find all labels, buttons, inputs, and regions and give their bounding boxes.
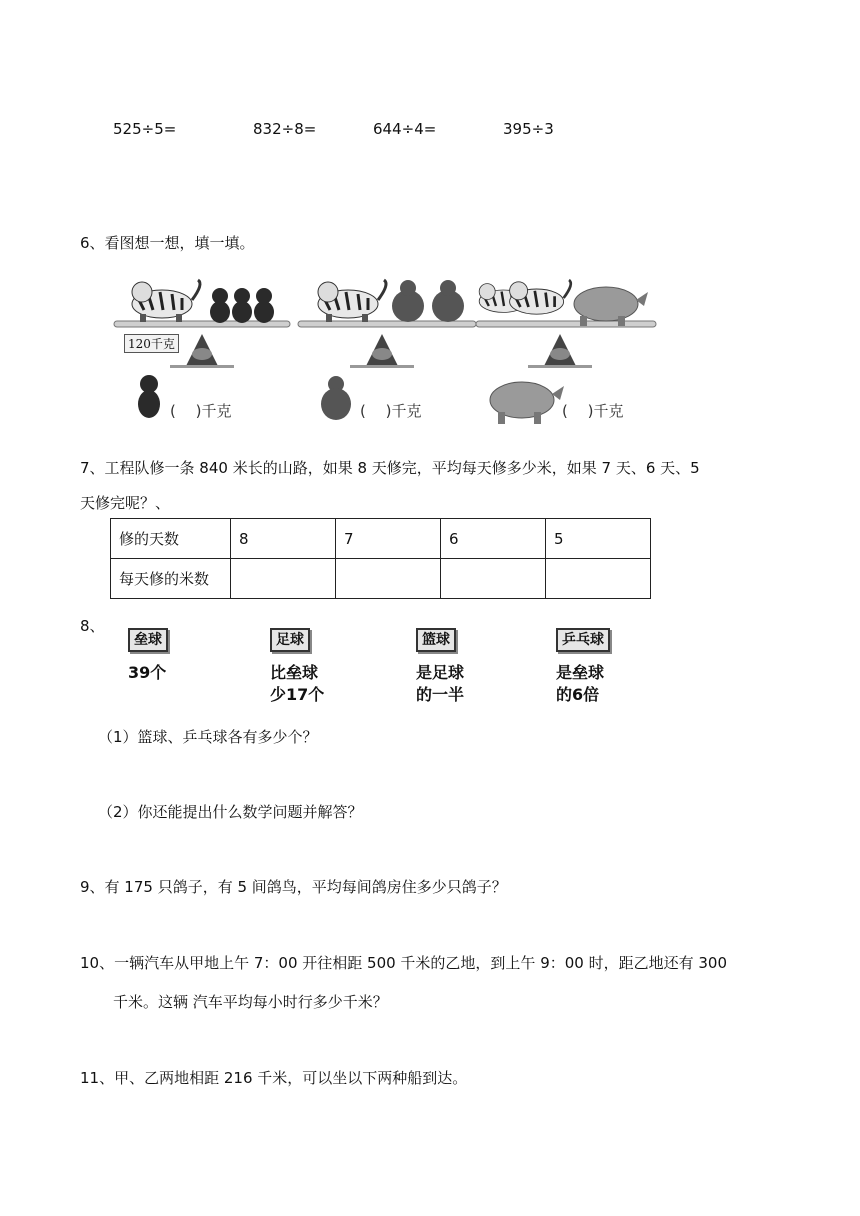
answer-blank-gorilla: ( )千克 — [360, 402, 422, 420]
table-cell-days: 5 — [546, 519, 651, 559]
question-10-line2: 千米。这辆 汽车平均每小时行多少千米？ — [113, 993, 388, 1011]
rhino-small — [490, 382, 564, 424]
table-header-meters: 每天修的米数 — [111, 559, 231, 599]
question-7-line1: 7、工程队修一条 840 米长的山路，如果 8 天修完，平均每天修多少米，如果 7 天、6 天、5 — [80, 459, 700, 477]
table-cell-empty[interactable] — [546, 559, 651, 599]
balance-3 — [476, 280, 656, 368]
card-tag: 垒球 — [128, 628, 168, 652]
card-football — [270, 628, 380, 706]
weight-label: 120千克 — [124, 334, 179, 353]
equation-2: 832÷8= — [253, 120, 317, 138]
table-cell-empty[interactable] — [336, 559, 441, 599]
table-cell-days: 6 — [441, 519, 546, 559]
answer-blank-bear: ( )千克 — [170, 402, 232, 420]
table-row — [111, 559, 651, 599]
card-desc: 比垒球 少17个 — [270, 663, 325, 704]
equation-3: 644÷4= — [373, 120, 437, 138]
card-tag: 篮球 — [416, 628, 456, 652]
balance-figure — [110, 272, 670, 432]
answer-blank-rhino: ( )千克 — [562, 402, 624, 420]
table-header-days: 修的天数 — [111, 519, 231, 559]
question-8-sub2: （2）你还能提出什么数学问题并解答？ — [98, 803, 363, 821]
table-cell-days: 7 — [336, 519, 441, 559]
balance-2 — [298, 280, 476, 368]
equation-4: 395÷3 — [503, 120, 554, 138]
balance-1 — [114, 280, 290, 368]
table-cell-empty[interactable] — [231, 559, 336, 599]
question-11: 11、甲、乙两地相距 216 千米，可以坐以下两种船到达。 — [80, 1069, 468, 1087]
days-table — [110, 518, 651, 599]
bear-small — [138, 375, 160, 418]
card-pingpong — [556, 628, 666, 706]
table-cell-days: 8 — [231, 519, 336, 559]
gorilla-small — [321, 376, 351, 420]
question-8-sub1: （1）篮球、乒乓球各有多少个？ — [98, 728, 318, 746]
card-softball — [128, 628, 238, 684]
card-desc: 39个 — [128, 663, 167, 682]
question-9: 9、有 175 只鸽子，有 5 间鸽鸟，平均每间鸽房住多少只鸽子？ — [80, 878, 507, 896]
card-basketball — [416, 628, 526, 706]
equation-1: 525÷5= — [113, 120, 177, 138]
card-tag: 乒乓球 — [556, 628, 610, 652]
table-row — [111, 519, 651, 559]
table-cell-empty[interactable] — [441, 559, 546, 599]
question-6-title: 6、看图想一想，填一填。 — [80, 234, 255, 252]
question-8-number: 8、 — [80, 617, 105, 635]
card-desc: 是垒球 的6倍 — [556, 663, 605, 704]
card-tag: 足球 — [270, 628, 310, 652]
question-10-line1: 10、一辆汽车从甲地上午 7：00 开往相距 500 千米的乙地，到上午 9：00 时，距乙地还有 300 — [80, 954, 727, 972]
question-7-line2: 天修完呢？、 — [80, 494, 171, 512]
card-desc: 是足球 的一半 — [416, 663, 465, 704]
